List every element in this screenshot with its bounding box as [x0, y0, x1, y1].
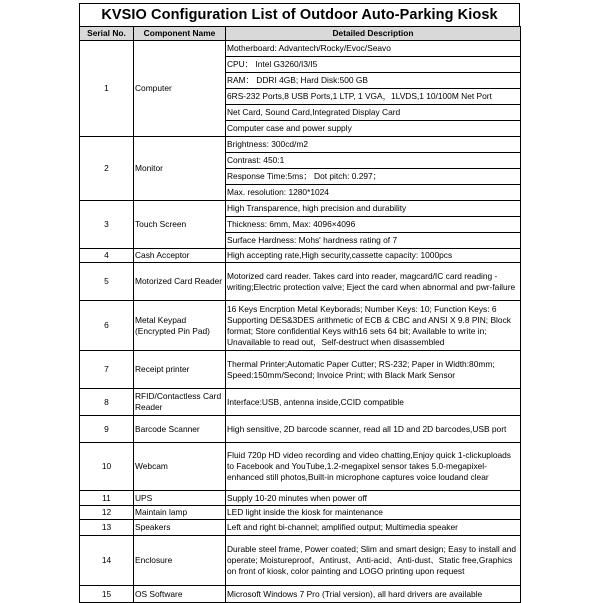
- description-cell: Durable steel frame, Power coated; Slim and smart design; Easy to install and operate; Moistureproof、Antirust、Anti-acid、Anti-dust、Static free,Graphics on front of kiosk, color painting and LOGO printing upon request: [226, 536, 521, 586]
- description-cell: Interface:USB, antenna inside,CCID compatible: [226, 389, 521, 416]
- table-body: [80, 41, 521, 603]
- component-name-cell: Enclosure: [134, 536, 226, 586]
- configuration-sheet: [79, 3, 520, 603]
- component-name-cell: RFID/Contactless Card Reader: [134, 389, 226, 416]
- table-row: [80, 249, 521, 263]
- table-row: [80, 536, 521, 586]
- configuration-table: [79, 26, 521, 603]
- serial-cell: 11: [80, 491, 134, 506]
- table-row: [80, 443, 521, 491]
- description-cell: Response Time:5ms； Dot pitch: 0.297；: [226, 169, 521, 185]
- component-name-cell: Barcode Scanner: [134, 416, 226, 443]
- description-cell: Motorized card reader. Takes card into reader, magcard/IC card reading - writing;Electric protection valve; Eject the card when abnormal and pwr-failure: [226, 263, 521, 301]
- description-cell: High Transparence, high precision and durability: [226, 201, 521, 217]
- serial-cell: 6: [80, 301, 134, 351]
- component-name-cell: Cash Acceptor: [134, 249, 226, 263]
- serial-cell: 2: [80, 137, 134, 201]
- description-cell: High accepting rate,High security,cassette capacity: 1000pcs: [226, 249, 521, 263]
- serial-cell: 14: [80, 536, 134, 586]
- description-cell: Brightness: 300cd/m2: [226, 137, 521, 153]
- component-name-cell: Motorized Card Reader: [134, 263, 226, 301]
- serial-cell: 8: [80, 389, 134, 416]
- table-row: [80, 41, 521, 57]
- serial-cell: 10: [80, 443, 134, 491]
- description-cell: 6RS-232 Ports,8 USB Ports,1 LTP, 1 VGA，1LVDS,1 10/100M Net Port: [226, 89, 521, 105]
- component-name-cell: Touch Screen: [134, 201, 226, 249]
- serial-cell: 7: [80, 351, 134, 389]
- description-cell: Fluid 720p HD video recording and video chatting,Enjoy quick 1-clickuploads to Facebook and YouTube,1.2-megapixel sensor takes 5.0-megapixel-enhanced still photos,Built-in microphone captures voice loudand clear: [226, 443, 521, 491]
- description-cell: Net Card, Sound Card,Integrated Display Card: [226, 105, 521, 121]
- component-name-cell: Computer: [134, 41, 226, 137]
- serial-cell: 12: [80, 506, 134, 520]
- description-cell: Thickness: 6mm, Max: 4096×4096: [226, 217, 521, 233]
- header-component: Component Name: [134, 27, 226, 41]
- description-cell: Thermal Printer;Automatic Paper Cutter; RS-232; Paper in Width:80mm; Speed:150mm/Second; Invoice Print; with Black Mark Sensor: [226, 351, 521, 389]
- serial-cell: 9: [80, 416, 134, 443]
- description-cell: 16 Keys Encrption Metal Keyborads; Number Keys: 10; Function Keys: 6 Supporting DES&3DES arithmetic of ECB & CBC and ANSI X 9.8 PIN; Block format; Store confidential Keys with16 sets 64 bit; Available to write in; Unavailable to read out，Self-destruct when disassembled: [226, 301, 521, 351]
- component-name-cell: Receipt printer: [134, 351, 226, 389]
- sheet-title: KVSIO Configuration List of Outdoor Auto-Parking Kiosk: [79, 3, 520, 26]
- table-row: [80, 389, 521, 416]
- table-row: [80, 520, 521, 536]
- component-name-cell: Maintain lamp: [134, 506, 226, 520]
- component-name-cell: Monitor: [134, 137, 226, 201]
- component-name-cell: Speakers: [134, 520, 226, 536]
- description-cell: LED light inside the kiosk for maintenance: [226, 506, 521, 520]
- serial-cell: 15: [80, 586, 134, 603]
- component-name-cell: Webcam: [134, 443, 226, 491]
- table-row: [80, 263, 521, 301]
- description-cell: Left and right bi-channel; amplified output; Multimedia speaker: [226, 520, 521, 536]
- table-row: [80, 491, 521, 506]
- description-cell: Supply 10-20 minutes when power off: [226, 491, 521, 506]
- description-cell: Max. resolution: 1280*1024: [226, 185, 521, 201]
- serial-cell: 5: [80, 263, 134, 301]
- description-cell: RAM： DDRI 4GB; Hard Disk:500 GB: [226, 73, 521, 89]
- description-cell: Computer case and power supply: [226, 121, 521, 137]
- component-name-cell: Metal Keypad (Encrypted Pin Pad): [134, 301, 226, 351]
- description-cell: Microsoft Windows 7 Pro (Trial version), all hard drivers are available: [226, 586, 521, 603]
- component-name-cell: UPS: [134, 491, 226, 506]
- serial-cell: 1: [80, 41, 134, 137]
- header-description: Detailed Description: [226, 27, 521, 41]
- table-row: [80, 137, 521, 153]
- table-header-row: [80, 27, 521, 41]
- table-row: [80, 351, 521, 389]
- description-cell: Contrast: 450:1: [226, 153, 521, 169]
- table-row: [80, 301, 521, 351]
- description-cell: High sensitive, 2D barcode scanner, read all 1D and 2D barcodes,USB port: [226, 416, 521, 443]
- table-row: [80, 416, 521, 443]
- description-cell: Surface Hardness: Mohs' hardness rating of 7: [226, 233, 521, 249]
- serial-cell: 3: [80, 201, 134, 249]
- table-row: [80, 506, 521, 520]
- serial-cell: 13: [80, 520, 134, 536]
- header-serial: Serial No.: [80, 27, 134, 41]
- table-row: [80, 201, 521, 217]
- component-name-cell: OS Software: [134, 586, 226, 603]
- description-cell: Motherboard: Advantech/Rocky/Evoc/Seavo: [226, 41, 521, 57]
- description-cell: CPU： Intel G3260/I3/I5: [226, 57, 521, 73]
- serial-cell: 4: [80, 249, 134, 263]
